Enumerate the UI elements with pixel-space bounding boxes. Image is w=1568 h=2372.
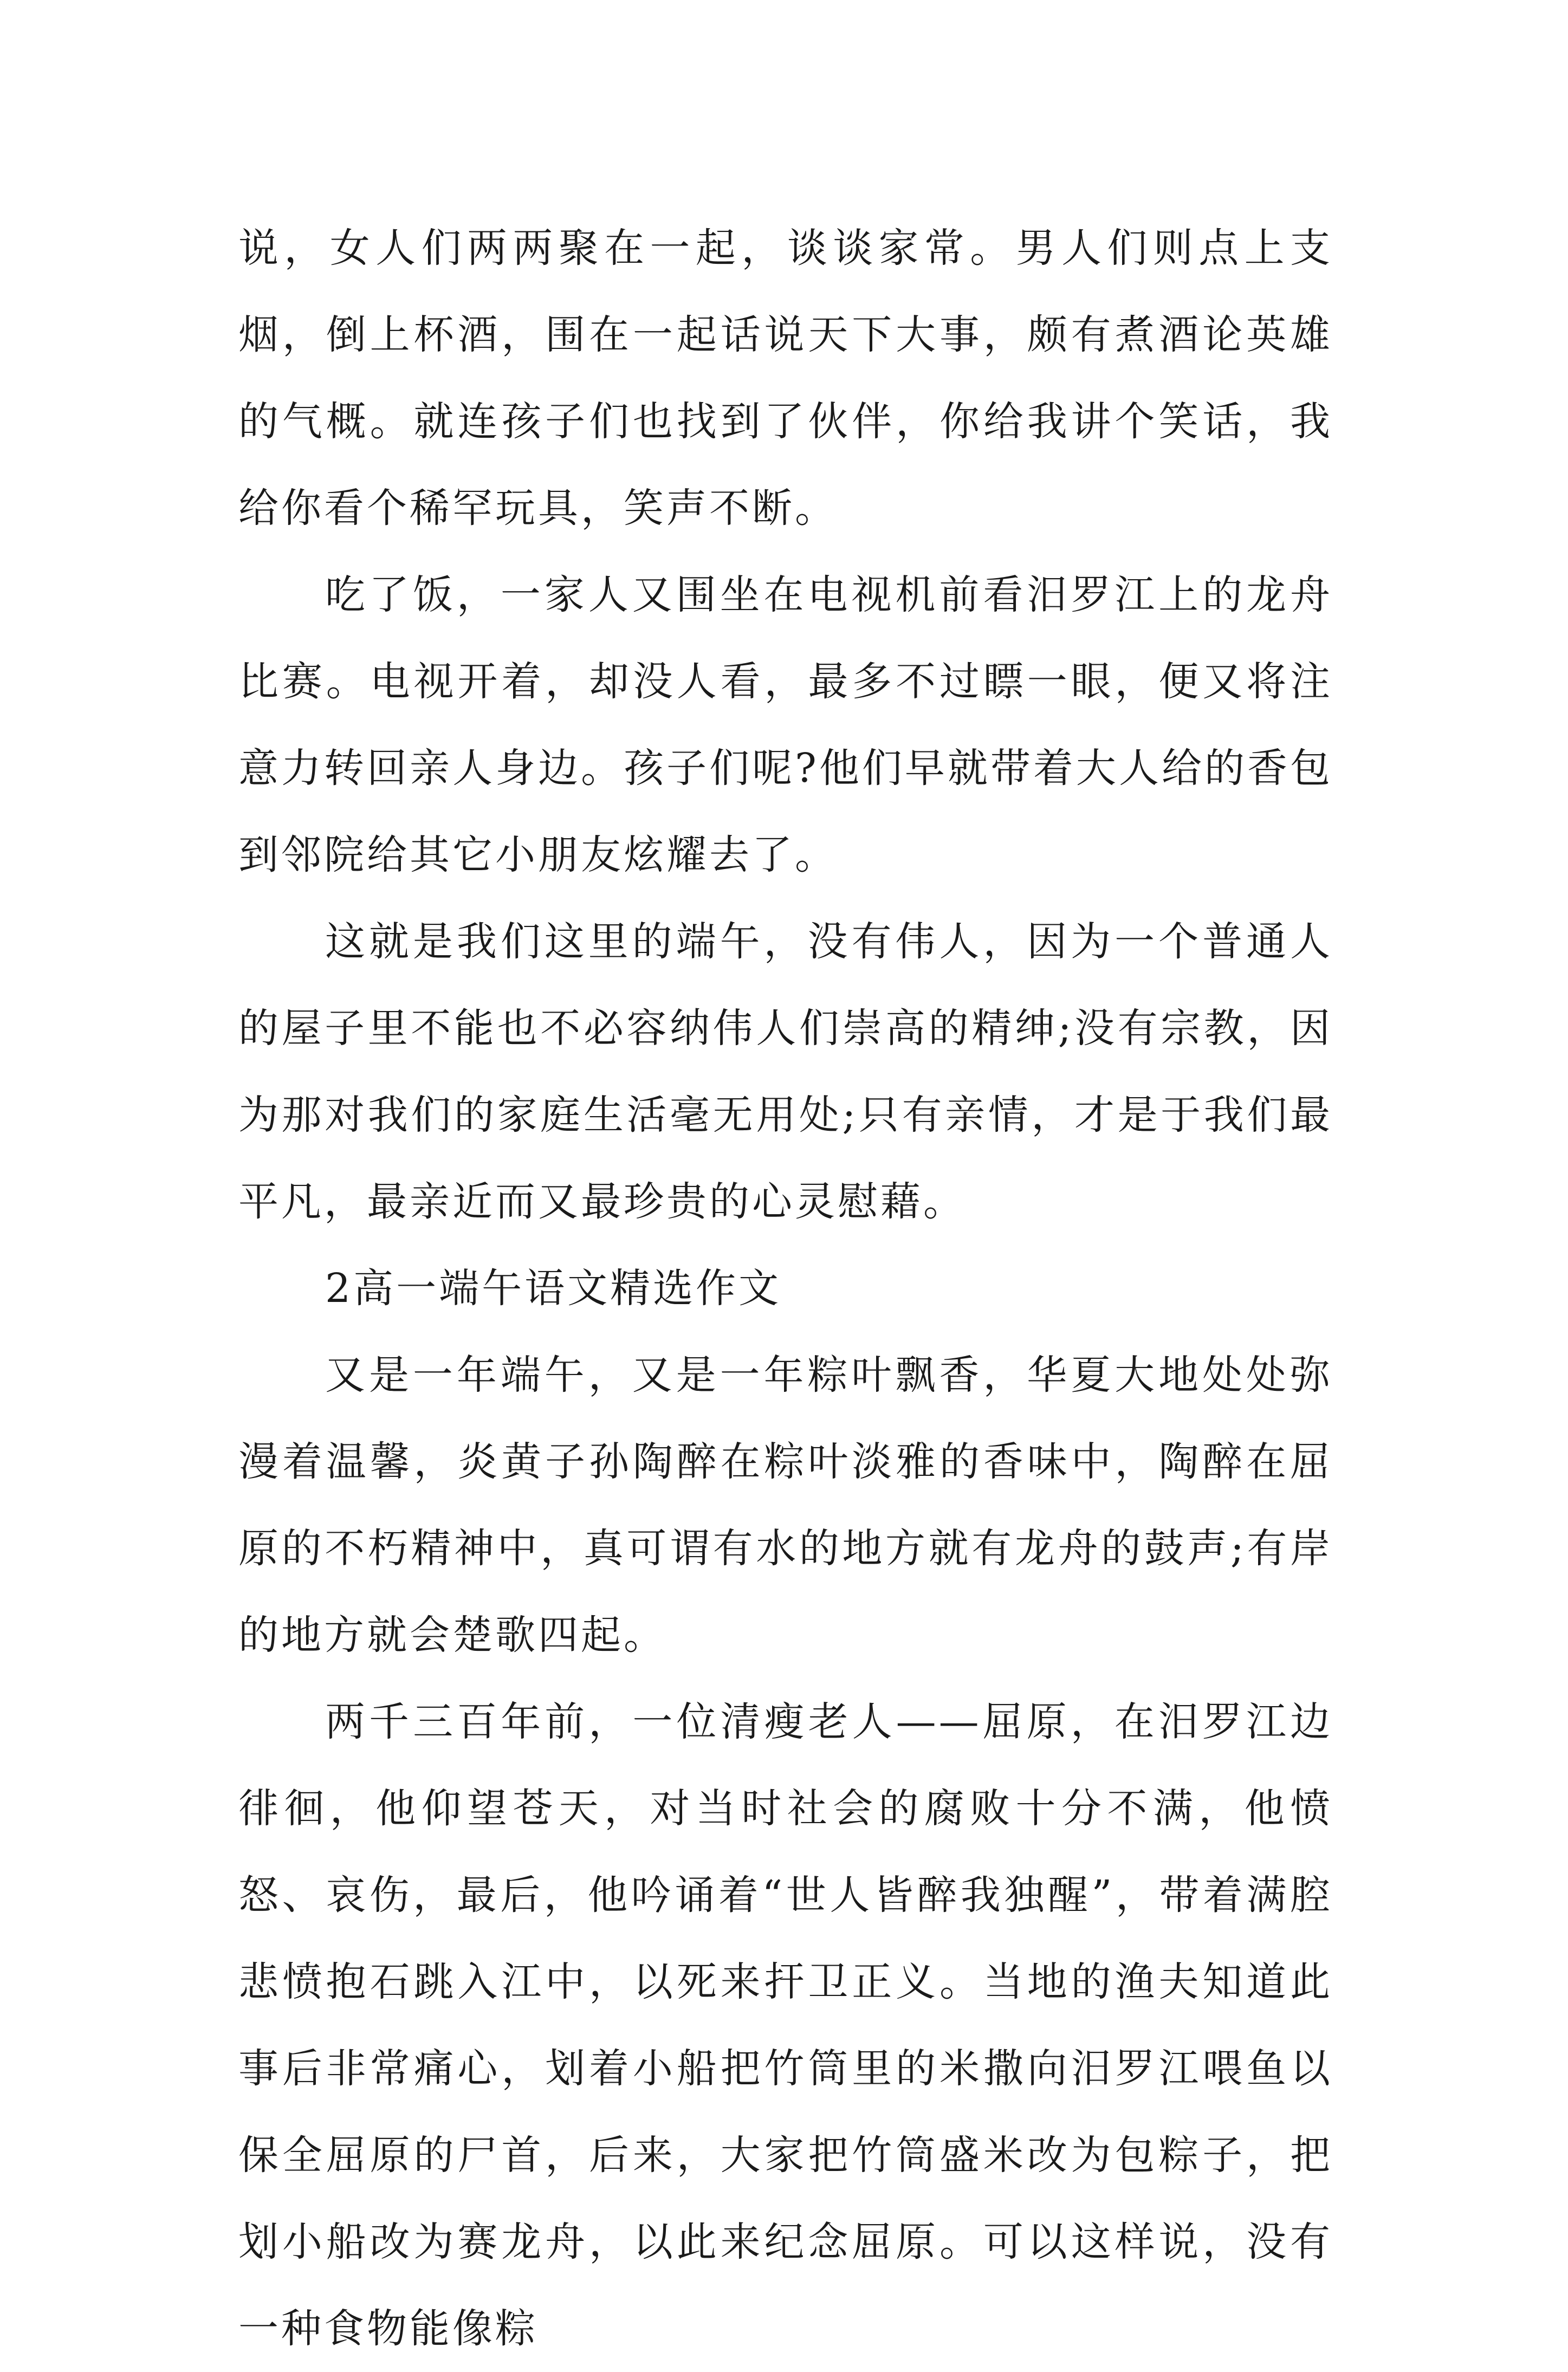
- paragraph: 又是一年端午，又是一年粽叶飘香，华夏大地处处弥漫着温馨，炎黄子孙陶醉在粽叶淡雅的香味中，陶醉在屈原的不朽精神中，真可谓有水的地方就有龙舟的鼓声;有岸的地方就会楚歌四起。: [238, 1352, 1333, 1658]
- paragraph: 两千三百年前，一位清瘦老人——屈原，在汨罗江边徘徊，他仰望苍天，对当时社会的腐败十分不满，他愤怒、哀伤，最后，他吟诵着“世人皆醉我独醒”，带着满腔悲愤抱石跳入江中，以死来扞卫正义。当地的渔夫知道此事后非常痛心，划着小船把竹筒里的米撒向汨罗江喂鱼以保全屈原的尸首，后来，大家把竹筒盛米改为包粽子，把划小船改为赛龙舟，以此来纪念屈原。可以这样说，没有一种食物能像粽: [238, 1699, 1333, 2352]
- paragraph: 这就是我们这里的端午，没有伟人，因为一个普通人的屋子里不能也不必容纳伟人们崇高的精绅;没有宗教，因为那对我们的家庭生活毫无用处;只有亲情，才是于我们最平凡，最亲近而又最珍贵的心灵慰藉。: [238, 918, 1333, 1225]
- paragraph-continuation: 说，女人们两两聚在一起，谈谈家常。男人们则点上支烟，倒上杯酒，围在一起话说天下大事，颇有煮酒论英雄的气概。就连孩子们也找到了伙伴，你给我讲个笑话，我给你看个稀罕玩具，笑声不断。: [238, 225, 1333, 532]
- paragraph: 吃了饭，一家人又围坐在电视机前看汨罗江上的龙舟比赛。电视开着，却没人看，最多不过瞟一眼，便又将注意力转回亲人身边。孩子们呢?他们早就带着大人给的香包到邻院给其它小朋友炫耀去了。: [238, 572, 1333, 878]
- document-body: [238, 205, 1333, 2372]
- section-heading: 2高一端午语文精选作文: [325, 1265, 782, 1312]
